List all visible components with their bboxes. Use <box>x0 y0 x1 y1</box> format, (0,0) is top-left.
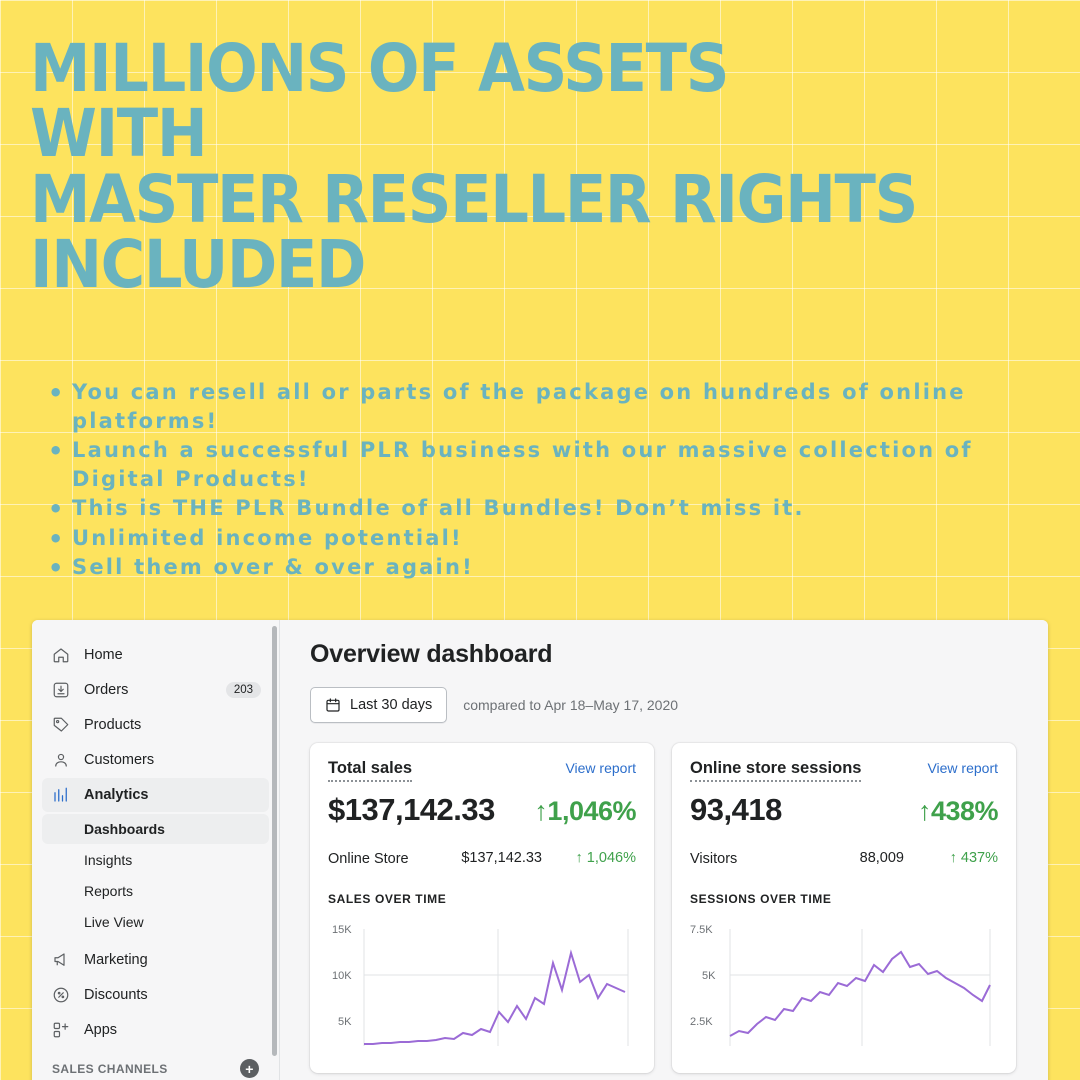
metric-value: $137,142.33 <box>328 792 495 827</box>
metric-delta: ↑438% <box>917 796 998 826</box>
sidebar-item-discounts[interactable] <box>42 978 269 1012</box>
sidebar-item-home[interactable] <box>42 638 269 672</box>
sidebar-subitem-label: Insights <box>84 852 133 868</box>
customers-person-icon <box>50 750 72 770</box>
card-title: Total sales <box>328 759 412 782</box>
sidebar-subitem-reports[interactable] <box>42 876 269 906</box>
plus-circle-icon[interactable]: + <box>240 1059 259 1078</box>
promo-headline <box>30 30 959 303</box>
sidebar-subitem-dashboards[interactable] <box>42 814 269 844</box>
sidebar-subitem-label: Reports <box>84 883 134 899</box>
orders-icon <box>50 680 72 700</box>
headline-line-1: MILLIONS OF ASSETS <box>30 30 729 107</box>
chart-label: SESSIONS OVER TIME <box>690 892 832 907</box>
card-primary-metric <box>690 792 998 828</box>
headline-line-3: MASTER RESELLER RIGHTS <box>30 160 917 238</box>
metric-value: 93,418 <box>690 792 782 827</box>
card-header <box>328 759 636 782</box>
sales-channels-label: SALES CHANNELS <box>52 1061 168 1076</box>
list-item: • Unlimited income potential! <box>40 524 1050 553</box>
sidebar-item-label: Marketing <box>84 952 148 968</box>
card-primary-metric <box>328 792 636 828</box>
status-badge: 203 <box>226 682 261 698</box>
headline-line-4: INCLUDED <box>30 225 366 303</box>
card-header <box>690 759 998 782</box>
home-icon <box>50 645 72 665</box>
breakdown-value: 88,009 <box>859 850 904 866</box>
card-title: Online store sessions <box>690 759 861 782</box>
sidebar-subitem-insights[interactable] <box>42 845 269 875</box>
compare-text: compared to Apr 18–May 17, 2020 <box>463 697 679 713</box>
sidebar-item-apps[interactable] <box>42 1013 269 1047</box>
breakdown-name: Online Store <box>328 851 409 867</box>
chart-label: SALES OVER TIME <box>328 892 447 907</box>
sidebar-item-marketing[interactable] <box>42 943 269 977</box>
table-row <box>690 850 998 868</box>
list-item: • This is THE PLR Bundle of all Bundles! Don’t miss it. <box>40 494 1050 523</box>
sales-over-time-chart <box>328 916 636 1046</box>
sidebar-subitem-label: Dashboards <box>84 821 165 837</box>
sidebar-item-label: Apps <box>84 1022 118 1038</box>
sidebar-item-label: Orders <box>84 682 129 698</box>
svg-text:5K: 5K <box>702 970 716 983</box>
date-controls <box>310 687 1020 723</box>
svg-text:10K: 10K <box>332 970 352 983</box>
date-range-label: Last 30 days <box>350 697 433 713</box>
sidebar-item-label: Customers <box>84 752 155 768</box>
table-row <box>328 850 636 868</box>
svg-text:5K: 5K <box>338 1016 352 1029</box>
sidebar <box>32 620 280 1080</box>
view-report-link[interactable]: View report <box>565 760 636 776</box>
sales-channels-header <box>32 1059 279 1078</box>
svg-text:15K: 15K <box>332 924 352 937</box>
sidebar-item-customers[interactable] <box>42 743 269 777</box>
sidebar-item-label: Analytics <box>84 787 149 803</box>
products-tag-icon <box>50 715 72 735</box>
main-content <box>280 620 1048 1080</box>
sidebar-item-label: Home <box>84 647 123 663</box>
view-report-link[interactable]: View report <box>927 760 998 776</box>
analytics-subnav <box>32 814 279 937</box>
sidebar-subitem-label: Live View <box>84 914 144 930</box>
sessions-over-time-chart <box>690 916 998 1046</box>
breakdown-delta: ↑ 1,046% <box>575 850 636 866</box>
analytics-bar-icon <box>50 785 72 805</box>
sidebar-item-label: Products <box>84 717 142 733</box>
breakdown-name: Visitors <box>690 851 738 867</box>
card-online-store-sessions <box>672 743 1016 1073</box>
admin-dashboard-screenshot <box>32 620 1048 1080</box>
sidebar-item-label: Discounts <box>84 987 148 1003</box>
page-title: Overview dashboard <box>310 640 553 668</box>
sidebar-scrollbar[interactable] <box>272 626 277 1056</box>
breakdown-delta: ↑ 437% <box>949 850 998 866</box>
list-item: • Sell them over & over again! <box>40 553 1050 582</box>
sidebar-item-orders[interactable] <box>42 673 269 707</box>
breakdown-value: $137,142.33 <box>461 850 542 866</box>
svg-text:7.5K: 7.5K <box>690 924 713 937</box>
sidebar-item-products[interactable] <box>42 708 269 742</box>
sidebar-subitem-live-view[interactable] <box>42 907 269 937</box>
apps-grid-icon <box>50 1020 72 1040</box>
metric-delta: ↑1,046% <box>534 796 636 826</box>
metric-cards <box>310 743 1020 1073</box>
promo-bullet-list <box>40 378 1050 583</box>
discounts-tag-icon <box>50 985 72 1005</box>
calendar-icon <box>325 697 341 713</box>
list-item: • You can resell all or parts of the package on hundreds of online platforms! <box>40 378 1050 435</box>
date-range-button[interactable] <box>310 687 447 723</box>
headline-line-2: WITH <box>30 95 207 173</box>
marketing-megaphone-icon <box>50 950 72 970</box>
list-item: • Launch a successful PLR business with our massive collection of Digital Products! <box>40 436 1050 493</box>
card-total-sales <box>310 743 654 1073</box>
sidebar-item-analytics[interactable] <box>42 778 269 812</box>
svg-text:2.5K: 2.5K <box>690 1016 713 1029</box>
